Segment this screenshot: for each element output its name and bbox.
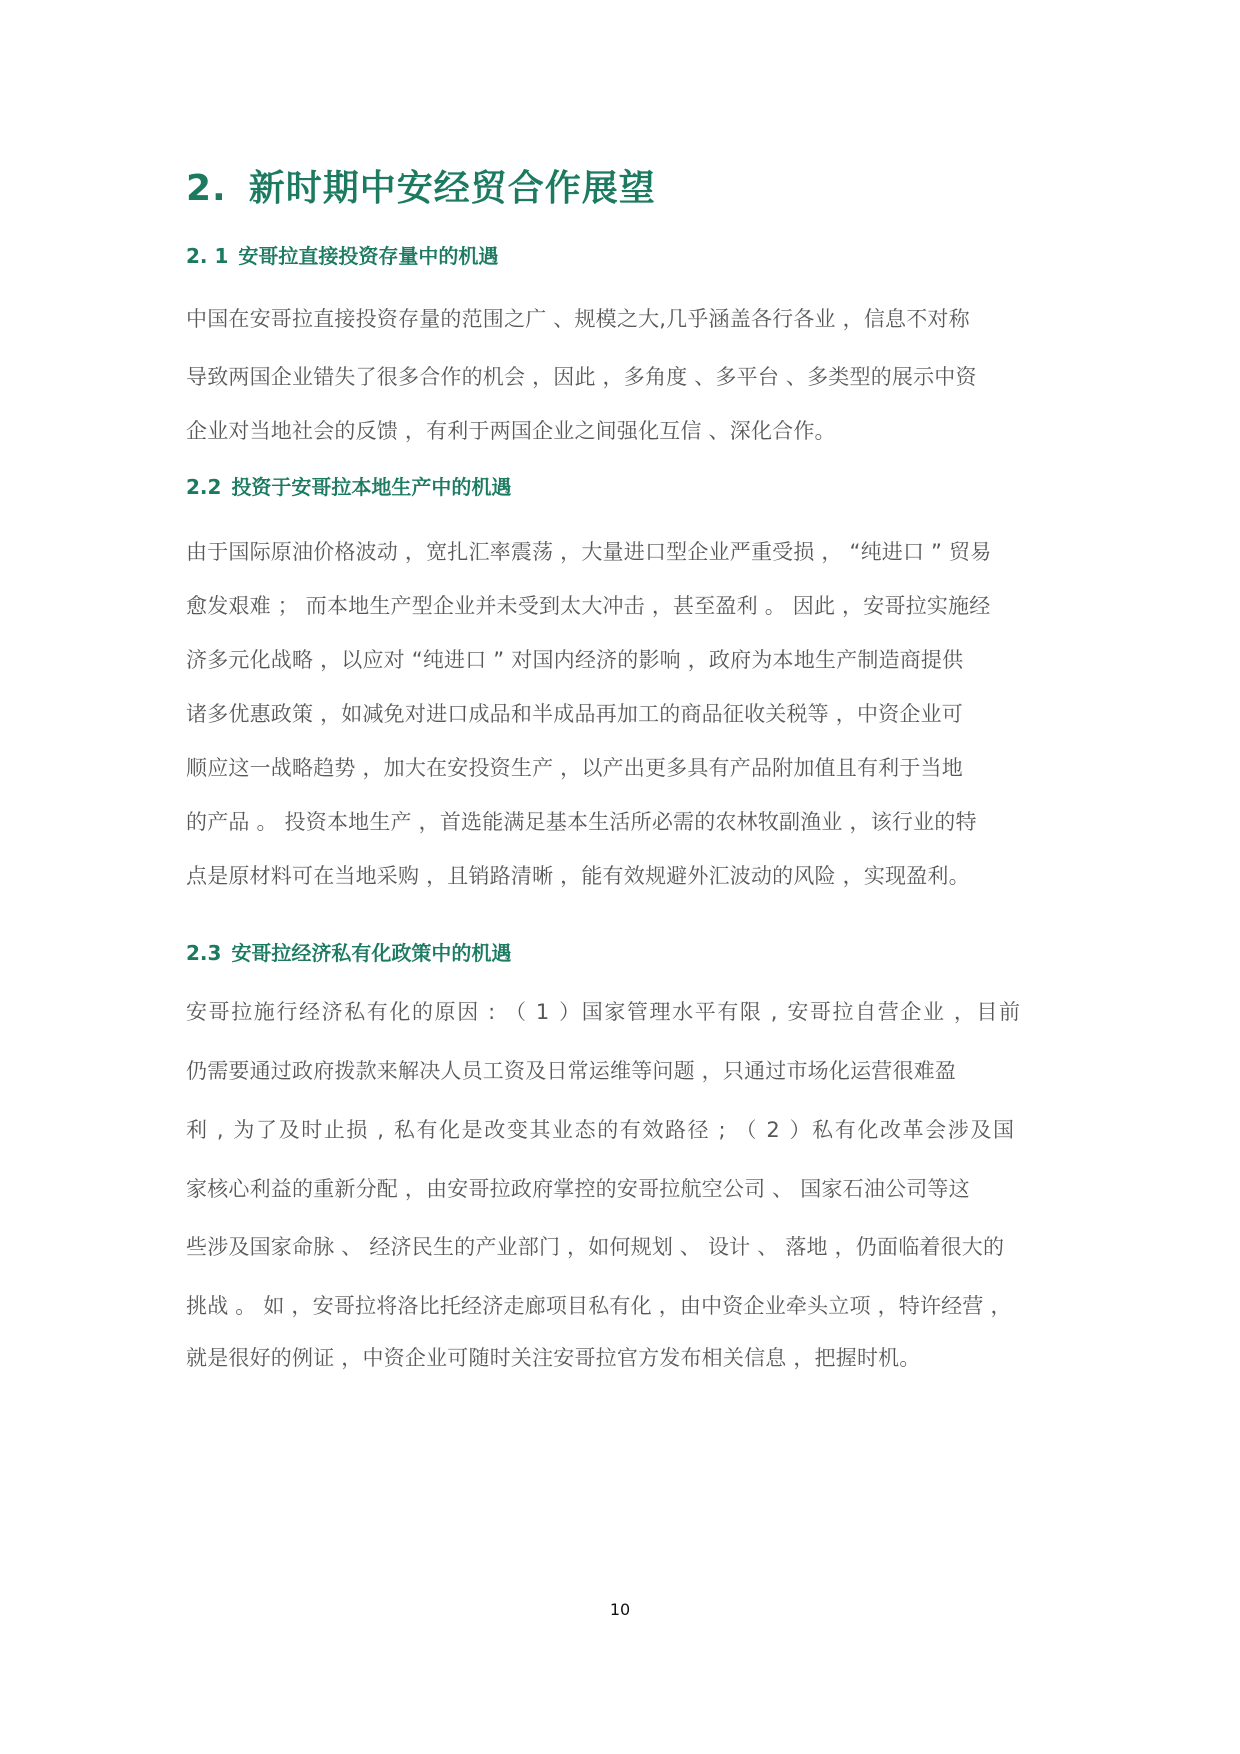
section-number: 2.3 (186, 941, 222, 965)
chapter-title-text: 新时期中安经贸合作展望 (248, 168, 656, 209)
paragraph-line: 些涉及国家命脉 、 经济民生的产业部门 ，如何规划 、 设计 、 落地 ，仍面临着很大的 (186, 1235, 1005, 1259)
section-heading-2-3 (186, 937, 511, 966)
paragraph-line: 企业对当地社会的反馈 ，有利于两国企业之间强化互信 、深化合作。 (186, 419, 836, 443)
section-heading-2-1 (186, 240, 498, 269)
paragraph-line: 顺应这一战略趋势 ，加大在安投资生产 ，以产出更多具有产品附加值且有利于当地 (186, 756, 963, 780)
paragraph-line: 济多元化战略 ，以应对 “纯进口 ” 对国内经济的影响 ，政府为本地生产制造商提供 (186, 648, 964, 672)
page-number: 10 (609, 1600, 631, 1619)
section-title: 投资于安哥拉本地生产中的机遇 (231, 475, 512, 499)
paragraph-line: 由于国际原油价格波动 ，宽扎汇率震荡 ，大量进口型企业严重受损 ， “纯进口 ” 贸易 (186, 540, 992, 564)
paragraph-line: 点是原材料可在当地采购 ，且销路清晰 ，能有效规避外汇波动的风险 ，实现盈利。 (186, 864, 970, 888)
section-title: 安哥拉经济私有化政策中的机遇 (231, 941, 512, 965)
section-number: 2.2 (186, 475, 222, 499)
chapter-title (186, 160, 656, 211)
paragraph-line: 安哥拉施行经济私有化的原因 : （ 1 ）国家管理水平有限 , 安哥拉自营企业 ，目前 (186, 1000, 1022, 1024)
section-number: 2. 1 (186, 244, 229, 268)
section-title: 安哥拉直接投资存量中的机遇 (238, 244, 499, 268)
paragraph-line: 中国在安哥拉直接投资存量的范围之广 、规模之大,几乎涵盖各行各业 ，信息不对称 (186, 307, 970, 331)
paragraph-line: 就是很好的例证 ，中资企业可随时关注安哥拉官方发布相关信息 ，把握时机。 (186, 1346, 921, 1370)
paragraph-line: 仍需要通过政府拨款来解决人员工资及日常运维等问题 ，只通过市场化运营很难盈 (186, 1059, 957, 1083)
paragraph-line: 挑战 。 如 ，安哥拉将洛比托经济走廊项目私有化 ，由中资企业牵头立项 ，特许经营 ， (186, 1294, 1012, 1318)
chapter-number: 2. (186, 168, 227, 209)
paragraph-line: 诸多优惠政策 ，如减免对进口成品和半成品再加工的商品征收关税等 ，中资企业可 (186, 702, 963, 726)
paragraph-line: 利 , 为了及时止损 , 私有化是改变其业态的有效路径 ; （ 2 ）私有化改革会涉及国 (186, 1118, 1016, 1142)
paragraph-line: 的产品 。 投资本地生产 ，首选能满足基本生活所必需的农林牧副渔业 ，该行业的特 (186, 810, 977, 834)
paragraph-line: 愈发艰难 ； 而本地生产型企业并未受到太大冲击 ，甚至盈利 。 因此 ，安哥拉实施经 (186, 594, 991, 618)
section-heading-2-2 (186, 471, 511, 500)
paragraph-line: 家核心利益的重新分配 ，由安哥拉政府掌控的安哥拉航空公司 、 国家石油公司等这 (186, 1177, 970, 1201)
paragraph-line: 导致两国企业错失了很多合作的机会 ，因此 ，多角度 、多平台 、多类型的展示中资 (186, 365, 977, 389)
